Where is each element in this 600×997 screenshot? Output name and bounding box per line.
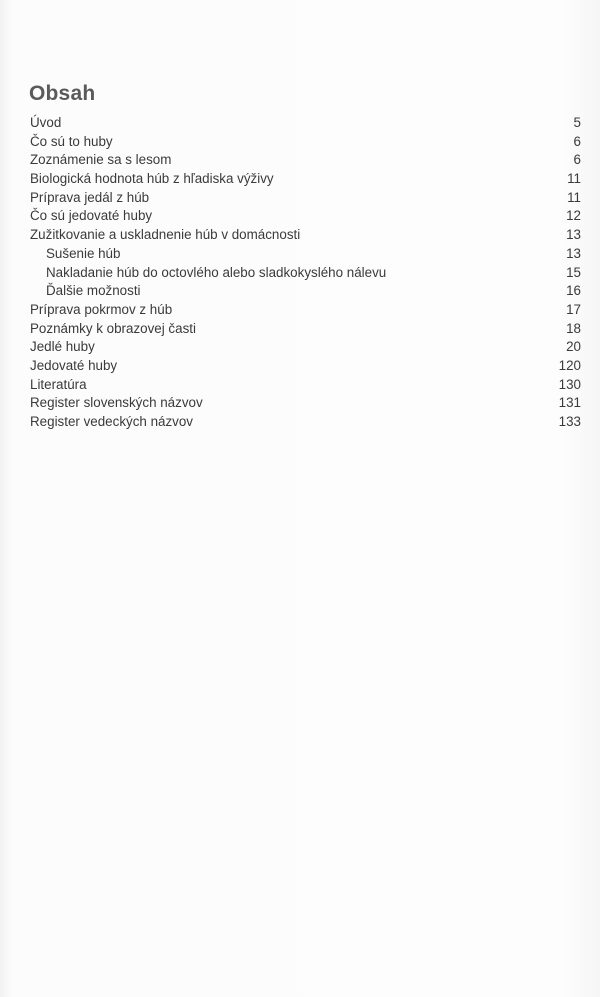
toc-entry-label: Zužitkovanie a uskladnenie húb v domácnosti xyxy=(30,227,301,243)
toc-entry-label: Ďalšie možnosti xyxy=(46,283,141,299)
toc-entry xyxy=(30,226,581,245)
toc-entry xyxy=(30,133,581,152)
toc-entry xyxy=(30,338,581,357)
toc-entry-label: Nakladanie húb do octovlého alebo sladkokyslého nálevu xyxy=(46,264,387,280)
toc-entry xyxy=(30,151,581,170)
table-of-contents xyxy=(30,114,581,432)
toc-entry-page-number: 13 xyxy=(566,227,581,243)
toc-entry-page-number: 120 xyxy=(558,357,581,373)
toc-entry-page-number: 18 xyxy=(566,320,581,336)
toc-entry-page-number: 15 xyxy=(566,264,581,280)
toc-entry-page-number: 133 xyxy=(558,414,581,429)
toc-entry-page-number: 131 xyxy=(558,395,581,411)
toc-entry xyxy=(30,413,581,432)
toc-entry-label: Jedovaté huby xyxy=(30,357,118,373)
toc-entry-label: Príprava pokrmov z húb xyxy=(30,301,173,317)
toc-entry-label: Register slovenských názvov xyxy=(30,395,203,411)
toc-entry-page-number: 13 xyxy=(566,245,581,261)
toc-entry-label: Sušenie húb xyxy=(46,245,121,261)
toc-entry-page-number: 11 xyxy=(567,189,581,205)
toc-entry xyxy=(30,376,581,395)
toc-entry-label: Biologická hodnota húb z hľadiska výživy xyxy=(30,171,274,187)
toc-entry xyxy=(30,245,581,264)
toc-entry-label: Jedlé huby xyxy=(30,339,95,355)
toc-entry-label: Čo sú jedovaté huby xyxy=(30,208,153,224)
toc-entry-page-number: 20 xyxy=(566,339,581,355)
toc-entry-page-number: 11 xyxy=(567,171,581,187)
toc-entry xyxy=(30,301,581,320)
toc-entry-page-number: 12 xyxy=(566,208,581,224)
toc-entry-label: Úvod xyxy=(30,115,62,130)
toc-entry-label: Register vedeckých názvov xyxy=(30,414,193,429)
toc-entry xyxy=(30,320,581,339)
toc-entry xyxy=(30,394,581,413)
toc-entry-page-number: 6 xyxy=(573,133,581,149)
toc-entry-page-number: 6 xyxy=(573,152,581,168)
toc-entry-page-number: 16 xyxy=(566,283,581,299)
toc-entry xyxy=(30,264,581,283)
toc-entry-label: Príprava jedál z húb xyxy=(30,189,150,205)
toc-entry-page-number: 17 xyxy=(566,301,581,317)
toc-entry xyxy=(30,114,581,133)
toc-entry xyxy=(30,207,581,226)
toc-entry xyxy=(30,170,581,189)
toc-entry-label: Poznámky k obrazovej časti xyxy=(30,320,196,336)
toc-entry-page-number: 5 xyxy=(573,115,581,130)
toc-entry xyxy=(30,357,581,376)
page-title: Obsah xyxy=(29,82,96,105)
toc-entry-label: Literatúra xyxy=(30,376,87,392)
toc-entry-label: Zoznámenie sa s lesom xyxy=(30,152,172,168)
toc-entry xyxy=(30,282,581,301)
toc-entry xyxy=(30,189,581,208)
toc-entry-label: Čo sú to huby xyxy=(30,133,113,149)
toc-entry-page-number: 130 xyxy=(558,376,581,392)
